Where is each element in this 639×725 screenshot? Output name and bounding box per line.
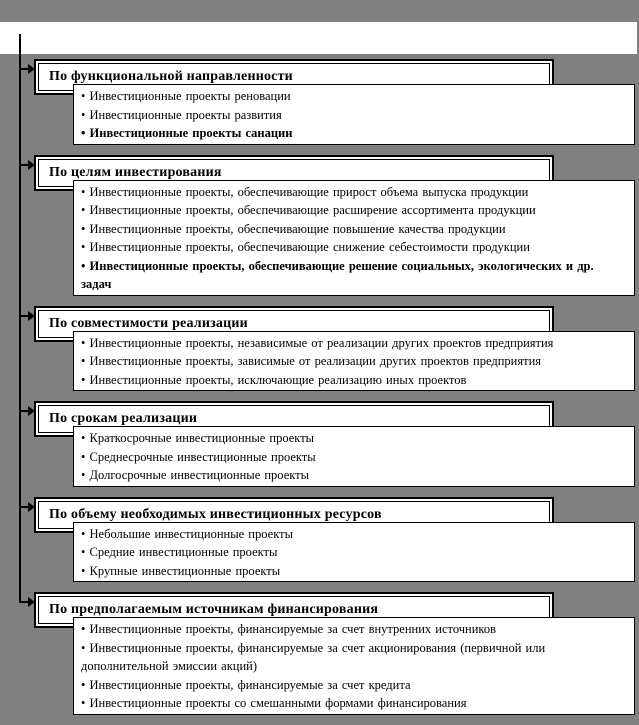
arrow-right-icon: [19, 601, 28, 603]
list-item: [81, 543, 624, 562]
list-item-label: Инвестиционные проекты, обеспечивающие прирост объема выпуска продукции: [89, 184, 529, 199]
section-item-list: [73, 617, 635, 715]
list-item-label: Краткосрочные инвестиционные проекты: [89, 431, 315, 445]
list-item: [81, 183, 624, 202]
arrow-right-icon: [19, 506, 28, 508]
list-item: [81, 371, 624, 390]
bullet-icon: •: [81, 335, 90, 350]
section-header-label: По совместимости реализации: [38, 310, 550, 338]
classification-section: [0, 59, 639, 145]
list-item-label: Инвестиционные проекты развития: [89, 107, 282, 122]
list-item: [81, 639, 624, 676]
list-item: [81, 106, 624, 125]
list-item: [81, 352, 624, 371]
section-header-label: По предполагаемым источникам финансирования: [38, 596, 550, 624]
bullet-icon: •: [81, 640, 90, 655]
bullet-icon: •: [81, 449, 90, 464]
section-header-label: По целям инвестирования: [38, 159, 550, 187]
classification-section: [0, 497, 639, 583]
section-item-list: [73, 426, 635, 487]
bullet-icon: •: [81, 258, 90, 273]
list-item: [81, 201, 624, 220]
bullet-icon: •: [81, 126, 90, 140]
list-item-label: Инвестиционные проекты, финансируемые за счет внутренних источников: [89, 622, 497, 636]
list-item-label: Инвестиционные проекты, зависимые от реализации других проектов предприятия: [89, 354, 542, 368]
list-item-label: Инвестиционные проекты, обеспечивающие повышение качества продукции: [89, 221, 506, 236]
bullet-icon: •: [81, 240, 90, 254]
list-item: [81, 124, 624, 143]
list-item: [81, 87, 624, 106]
classification-section: [0, 592, 639, 715]
bullet-icon: •: [81, 696, 90, 710]
list-item-label: Крупные инвестиционные проекты: [89, 563, 281, 578]
list-item-label: Инвестиционные проекты, финансируемые за счет акционирования (первичной или дополнительной эмиссии акций): [81, 640, 546, 673]
section-item-list: [73, 180, 635, 296]
classification-section: [0, 401, 639, 487]
list-item-label: Инвестиционные проекты, обеспечивающие решение социальных, экологических и др. задач: [81, 258, 594, 291]
top-white-band: [0, 22, 637, 54]
classification-diagram: [0, 59, 639, 725]
list-item-label: Инвестиционные проекты, обеспечивающие расширение ассортимента продукции: [89, 203, 536, 217]
section-item-list: [73, 84, 635, 145]
list-item-label: Инвестиционные проекты санации: [89, 126, 293, 140]
section-header-label: По функциональной направленности: [38, 63, 550, 91]
bullet-icon: •: [81, 107, 90, 122]
section-item-list: [73, 331, 635, 392]
list-item-label: Инвестиционные проекты реновации: [89, 89, 291, 103]
classification-section: [0, 155, 639, 296]
list-item: [81, 429, 624, 448]
list-item-label: Долгосрочные инвестиционные проекты: [89, 468, 310, 482]
bullet-icon: •: [81, 89, 90, 103]
arrow-right-icon: [19, 164, 28, 166]
bullet-icon: •: [81, 431, 90, 445]
list-item: [81, 334, 624, 353]
classification-section: [0, 306, 639, 392]
arrow-right-icon: [19, 315, 28, 317]
arrow-right-icon: [19, 410, 28, 412]
section-header-label: По объему необходимых инвестиционных ресурсов: [38, 501, 550, 529]
bullet-icon: •: [81, 203, 90, 217]
list-item: [81, 694, 624, 713]
section-item-list: [73, 522, 635, 583]
list-item-label: Инвестиционные проекты, финансируемые за счет кредита: [89, 677, 411, 692]
list-item-label: Средние инвестиционные проекты: [89, 545, 278, 559]
bullet-icon: •: [81, 545, 90, 559]
list-item: [81, 238, 624, 257]
list-item: [81, 448, 624, 467]
bullet-icon: •: [81, 526, 90, 541]
list-item-label: Инвестиционные проекты, обеспечивающие снижение себестоимости продукции: [89, 240, 530, 254]
bullet-icon: •: [81, 468, 90, 482]
bullet-icon: •: [81, 563, 90, 578]
list-item: [81, 562, 624, 581]
section-header-label: По срокам реализации: [38, 405, 550, 433]
list-item: [81, 676, 624, 695]
list-item: [81, 220, 624, 239]
list-item-label: Инвестиционные проекты, исключающие реализацию иных проектов: [89, 372, 467, 387]
list-item: [81, 525, 624, 544]
bullet-icon: •: [81, 677, 90, 692]
bullet-icon: •: [81, 354, 90, 368]
bullet-icon: •: [81, 221, 90, 236]
bullet-icon: •: [81, 622, 90, 636]
list-item: [81, 257, 624, 294]
list-item-label: Инвестиционные проекты, независимые от реализации других проектов предприятия: [89, 335, 554, 350]
arrow-right-icon: [19, 68, 28, 70]
bullet-icon: •: [81, 372, 90, 387]
list-item-label: Небольшие инвестиционные проекты: [89, 526, 293, 541]
list-item: [81, 466, 624, 485]
list-item-label: Инвестиционные проекты со смешанными формами финансирования: [89, 696, 467, 710]
list-item-label: Среднесрочные инвестиционные проекты: [89, 449, 316, 464]
bullet-icon: •: [81, 184, 90, 199]
list-item: [81, 620, 624, 639]
